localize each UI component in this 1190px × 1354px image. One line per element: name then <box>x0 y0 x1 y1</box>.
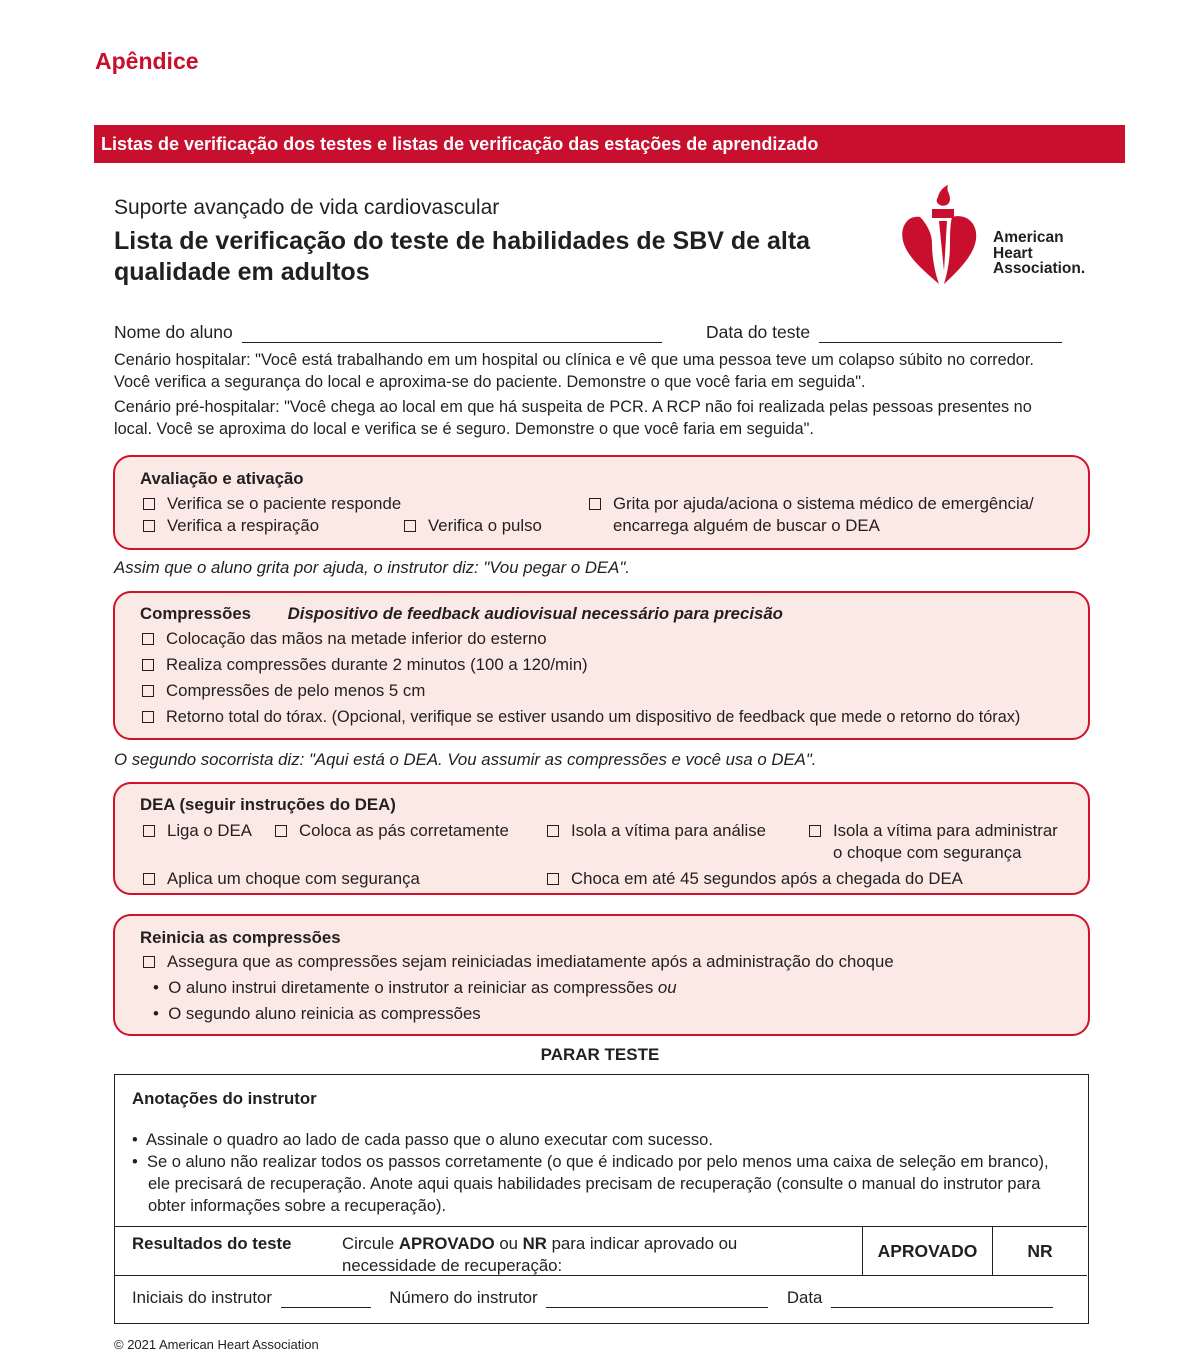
checklist-item[interactable]: Assegura que as compressões sejam reiniciadas imediatamente após a administração do choque <box>143 951 894 973</box>
checkbox-icon[interactable] <box>143 873 155 885</box>
test-date-line[interactable] <box>819 325 1062 343</box>
checklist-title: Lista de verificação do teste de habilidades de SBV de alta qualidade em adultos <box>114 227 811 286</box>
checkbox-icon[interactable] <box>142 685 154 697</box>
checklist-item[interactable]: Liga o DEA <box>143 820 252 842</box>
checkbox-icon[interactable] <box>143 498 155 510</box>
checkbox-icon[interactable] <box>142 711 154 723</box>
heart-torch-icon <box>900 185 990 290</box>
list-item: • Assinale o quadro ao lado de cada passo que o aluno executar com sucesso. <box>132 1131 713 1149</box>
checklist-item-continuation: encarrega alguém de buscar o DEA <box>613 516 880 535</box>
appendix-heading: Apêndice <box>95 48 199 74</box>
checkbox-icon[interactable] <box>809 825 821 837</box>
compressions-section <box>113 591 1090 740</box>
checklist-item[interactable]: Isola a vítima para análise <box>547 820 766 842</box>
list-item: • O segundo aluno reinicia as compressões <box>153 1004 481 1023</box>
checklist-item[interactable]: Realiza compressões durante 2 minutos (100 a 120/min) <box>142 654 588 676</box>
checklist-item[interactable]: Coloca as pás corretamente <box>275 820 509 842</box>
compressions-title: Compressões Dispositivo de feedback audiovisual necessário para precisão <box>140 604 783 623</box>
checkbox-icon[interactable] <box>143 520 155 532</box>
compressions-subtitle: Dispositivo de feedback audiovisual necessário para precisão <box>287 604 783 623</box>
stop-test-label: PARAR TESTE <box>540 1045 660 1064</box>
resume-title: Reinicia as compressões <box>140 928 341 947</box>
checkbox-icon[interactable] <box>589 498 601 510</box>
aha-logo <box>900 185 1100 290</box>
instructor-bullets <box>132 1129 1072 1217</box>
checklist-item[interactable]: Verifica se o paciente responde <box>143 493 401 515</box>
resume-compressions-section <box>113 914 1090 1036</box>
checkbox-icon[interactable] <box>142 633 154 645</box>
checkbox-icon[interactable] <box>143 956 155 968</box>
aha-logo-text: American Heart Association. <box>993 229 1086 277</box>
instructor-number-line[interactable] <box>546 1290 768 1308</box>
instructor-notes <box>114 1074 1089 1324</box>
results-label: Resultados do teste <box>132 1234 292 1253</box>
instructor-date-line[interactable] <box>831 1290 1053 1308</box>
aed-title: DEA (seguir instruções do DEA) <box>140 795 396 814</box>
approved-cell[interactable]: APROVADO <box>862 1227 992 1275</box>
list-item: • O aluno instrui diretamente o instrutor a reiniciar as compressões ou <box>153 978 677 997</box>
assessment-title: Avaliação e ativação <box>140 469 304 488</box>
section-banner: Listas de verificação dos testes e listas de verificação das estações de aprendizado <box>94 125 1125 163</box>
checklist-item[interactable]: Verifica o pulso <box>404 515 542 537</box>
checkbox-icon[interactable] <box>142 659 154 671</box>
instructor-initials-line[interactable] <box>281 1290 371 1308</box>
checklist-item-continuation: o choque com segurança <box>833 843 1022 862</box>
assessment-section <box>113 455 1090 550</box>
nr-cell[interactable]: NR <box>992 1227 1087 1275</box>
instructor-signoff-row: Iniciais do instrutor Número do instrutor Data <box>132 1288 1053 1308</box>
test-date-field[interactable]: Data do teste <box>706 322 1062 343</box>
course-subtitle: Suporte avançado de vida cardiovascular <box>114 196 500 219</box>
student-name-line[interactable] <box>242 325 662 343</box>
checkbox-icon[interactable] <box>404 520 416 532</box>
checklist-item[interactable]: Grita por ajuda/aciona o sistema médico de emergência/ <box>589 493 1034 515</box>
hospital-scenario: Cenário hospitalar: "Você está trabalhando em um hospital ou clínica e vê que uma pessoa teve um colapso súbito no corredor. Você verifica a segurança do local e aproxima-se do paciente. Demonstre o que você faria em seguida". <box>114 351 1034 391</box>
list-item: • Se o aluno não realizar todos os passos corretamente (o que é indicado por pelo menos uma caixa de seleção em branco), ele precisará de recuperação. Anote aqui quais habilidades precisam de recuperação (consulte o manual do instrutor para obter informações sobre a recuperação). <box>132 1153 1049 1215</box>
checklist-item[interactable]: Aplica um choque com segurança <box>143 868 420 890</box>
prehospital-scenario: Cenário pré-hospitalar: "Você chega ao local em que há suspeita de PCR. A RCP não foi realizada pelas pessoas presentes no local. Você se aproxima do local e verifica se é seguro. Demonstre o que você faria em seguida". <box>114 398 1032 438</box>
checklist-item[interactable]: Choca em até 45 segundos após a chegada do DEA <box>547 868 963 890</box>
checklist-item[interactable]: Compressões de pelo menos 5 cm <box>142 680 425 702</box>
copyright: © 2021 American Heart Association <box>114 1337 319 1352</box>
instructor-notes-title: Anotações do instrutor <box>132 1089 317 1108</box>
checklist-item[interactable]: Colocação das mãos na metade inferior do esterno <box>142 628 547 650</box>
aed-section <box>113 782 1090 895</box>
checklist-item[interactable]: Verifica a respiração <box>143 515 319 537</box>
results-instructions: Circule APROVADO ou NR para indicar aprovado ou necessidade de recuperação: <box>342 1234 738 1275</box>
instructor-note: Assim que o aluno grita por ajuda, o instrutor diz: "Vou pegar o DEA". <box>114 558 630 577</box>
checklist-item[interactable]: Retorno total do tórax. (Opcional, verifique se estiver usando um dispositivo de feedback que mede o retorno do tórax) <box>142 706 1020 728</box>
test-results-row <box>115 1226 1087 1276</box>
checkbox-icon[interactable] <box>275 825 287 837</box>
second-rescuer-note: O segundo socorrista diz: "Aqui está o DEA. Vou assumir as compressões e você usa o DEA". <box>114 750 817 769</box>
checkbox-icon[interactable] <box>143 825 155 837</box>
checkbox-icon[interactable] <box>547 825 559 837</box>
checkbox-icon[interactable] <box>547 873 559 885</box>
student-name-field[interactable]: Nome do aluno <box>114 322 662 343</box>
checklist-item[interactable]: Isola a vítima para administrar <box>809 820 1058 842</box>
